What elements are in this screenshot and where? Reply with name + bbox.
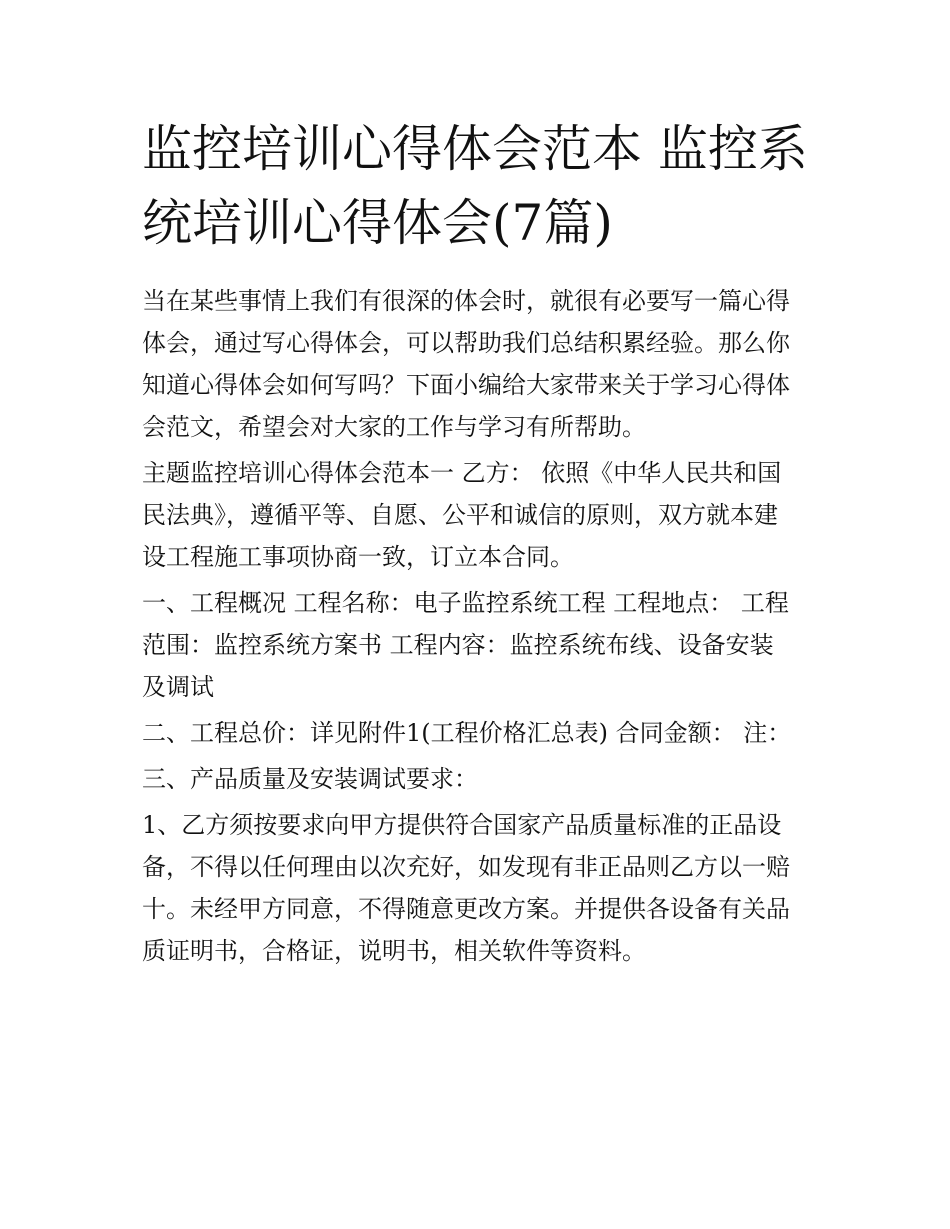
text-line: 二、工程总价：详见附件1(工程价格汇总表) 合同金额： 注： [142, 719, 792, 747]
text-line: 会范文，希望会对大家的工作与学习有所帮助。 [142, 413, 646, 441]
text-line: 三、产品质量及安装调试要求： [142, 765, 478, 793]
text-line: 备，不得以任何理由以次充好，如发现有非正品则乙方以一赔 [142, 853, 790, 881]
paragraph-intro [142, 280, 822, 448]
text-line: 设工程施工事项协商一致，订立本合同。 [142, 543, 574, 571]
text-line: 体会，通过写心得体会，可以帮助我们总结积累经验。那么你 [142, 329, 790, 357]
text-line: 质证明书，合格证，说明书，相关软件等资料。 [142, 937, 646, 965]
text-line: 1、乙方须按要求向甲方提供符合国家产品质量标准的正品设 [142, 811, 782, 839]
title-line: 统培训心得体会(7篇) [142, 194, 613, 252]
paragraph-section-two [142, 712, 822, 754]
text-line: 知道心得体会如何写吗？下面小编给大家带来关于学习心得体 [142, 371, 790, 399]
paragraph-item-one [142, 804, 822, 972]
document-body [142, 280, 822, 976]
text-line: 一、工程概况 工程名称：电子监控系统工程 工程地点： 工程 [142, 589, 789, 617]
text-line: 当在某些事情上我们有很深的体会时，就很有必要写一篇心得 [142, 287, 790, 315]
document-title [142, 112, 822, 260]
text-line: 十。未经甲方同意，不得随意更改方案。并提供各设备有关品 [142, 895, 790, 923]
paragraph-section-one [142, 582, 822, 708]
text-line: 民法典》，遵循平等、自愿、公平和诚信的原则，双方就本建 [142, 501, 778, 529]
paragraph-sample-one [142, 452, 822, 578]
title-line: 监控培训心得体会范本 监控系 [142, 120, 808, 178]
text-line: 范围：监控系统方案书 工程内容：监控系统布线、设备安装 [142, 631, 774, 659]
paragraph-section-three [142, 758, 822, 800]
text-line: 及调试 [142, 673, 214, 701]
text-line: 主题监控培训心得体会范本一 乙方： 依照《中华人民共和国 [142, 459, 782, 487]
